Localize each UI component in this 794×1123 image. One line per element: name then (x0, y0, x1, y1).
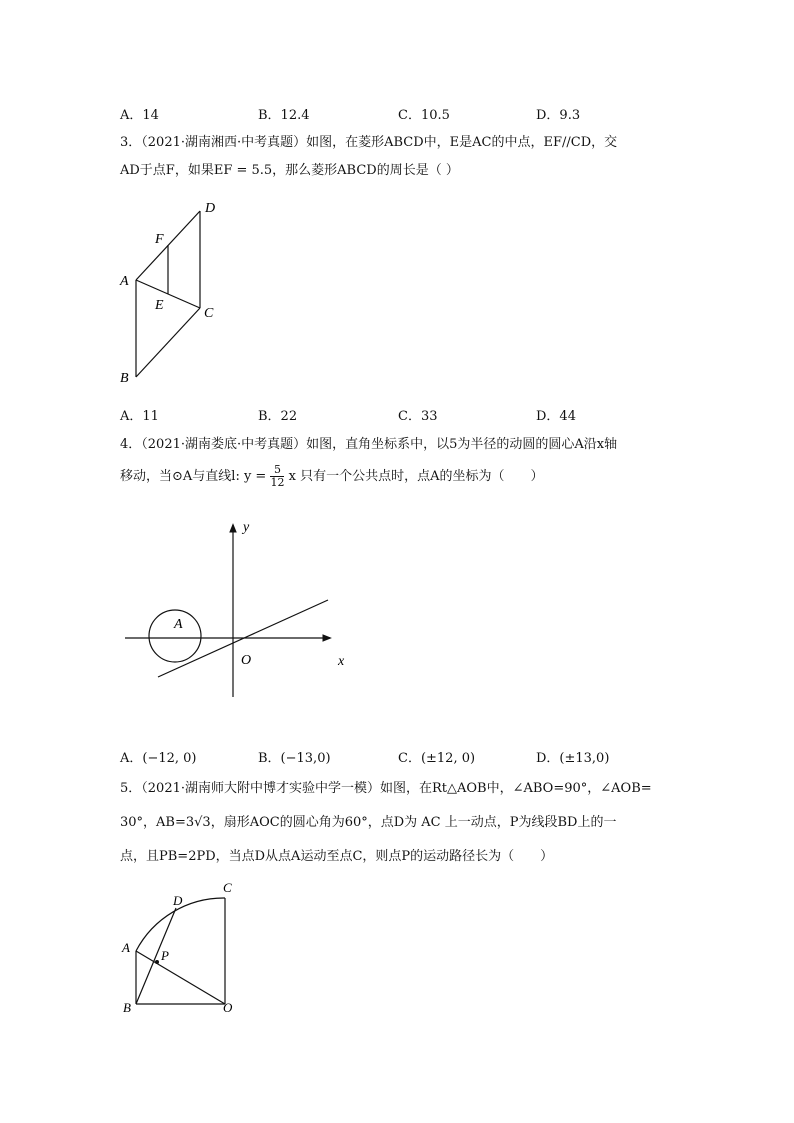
q3-option-d: D．44 (536, 409, 576, 424)
q5-sector-figure (115, 878, 245, 1018)
q2-option-c: C．10.5 (398, 108, 450, 123)
q4-line2-suffix: x 只有一个公共点时，点A的坐标为（ ） (288, 469, 544, 484)
q4-question-line1: 4．（2021·湖南娄底·中考真题）如图，直角坐标系中，以5为半径的动圆的圆心A沿x轴 (120, 437, 618, 452)
q4-label-o: O (241, 653, 252, 668)
q3-question-line1: 3．（2021·湖南湘西·中考真题）如图，在菱形ABCD中，E是AC的中点，EF//CD，交 (120, 135, 618, 150)
q2-option-d: D．9.3 (536, 108, 581, 123)
q5-label-p: P (161, 948, 169, 963)
q5-label-o: O (223, 1000, 233, 1015)
q4-label-y: y (243, 520, 250, 535)
q4-coordinate-figure (120, 515, 360, 700)
q5-segment-ao (136, 951, 225, 1004)
q3-label-b: B (120, 371, 129, 386)
q3-rhombus-figure (110, 195, 240, 390)
q5-question-line3: 点，且PB=2PD，当点D从点A运动至点C，则点P的运动路径长为（ ） (120, 849, 554, 864)
q5-label-a: A (122, 940, 130, 955)
q4-label-x: x (338, 654, 345, 669)
q4-question-line2 (120, 464, 543, 489)
q4-fraction-denominator: 12 (270, 476, 285, 489)
q3-label-d: D (205, 201, 216, 216)
q5-label-c: C (223, 880, 232, 895)
q2-option-b: B．12.4 (258, 108, 310, 123)
q2-option-a: A．14 (120, 108, 159, 123)
q4-label-a: A (174, 617, 183, 632)
q3-option-b: B．22 (258, 409, 298, 424)
q3-label-e: E (155, 298, 164, 313)
q4-option-b: B．(−13,0) (258, 751, 331, 766)
q4-option-c: C．(±12, 0) (398, 751, 476, 766)
q5-point-p (155, 960, 159, 964)
q5-label-d: D (173, 893, 183, 908)
q3-option-a: A．11 (120, 409, 159, 424)
q3-label-c: C (204, 306, 214, 321)
q5-label-b: B (123, 1000, 131, 1015)
q3-option-c: C．33 (398, 409, 438, 424)
q5-segment-bd (136, 908, 176, 1004)
q4-fraction (270, 464, 284, 489)
q3-edge-bc (136, 308, 200, 377)
q4-line2-prefix: 移动，当⊙A与直线l: y = (120, 469, 267, 484)
q3-question-line2: AD于点F，如果EF = 5.5，那么菱形ABCD的周长是（ ） (120, 163, 459, 178)
q5-question-line1: 5．（2021·湖南师大附中博才实验中学一模）如图，在Rt△AOB中，∠ABO=90°，∠AOB= (120, 781, 652, 796)
q5-question-line2: 30°，AB=3√3，扇形AOC的圆心角为60°，点D为 AC 上一动点，P为线段BD上的一 (120, 815, 617, 830)
q3-label-f: F (155, 232, 164, 247)
q4-fraction-numerator: 5 (270, 464, 284, 477)
q4-option-a: A．(−12, 0) (120, 751, 197, 766)
q3-label-a: A (120, 274, 129, 289)
q4-option-d: D．(±13,0) (536, 751, 610, 766)
